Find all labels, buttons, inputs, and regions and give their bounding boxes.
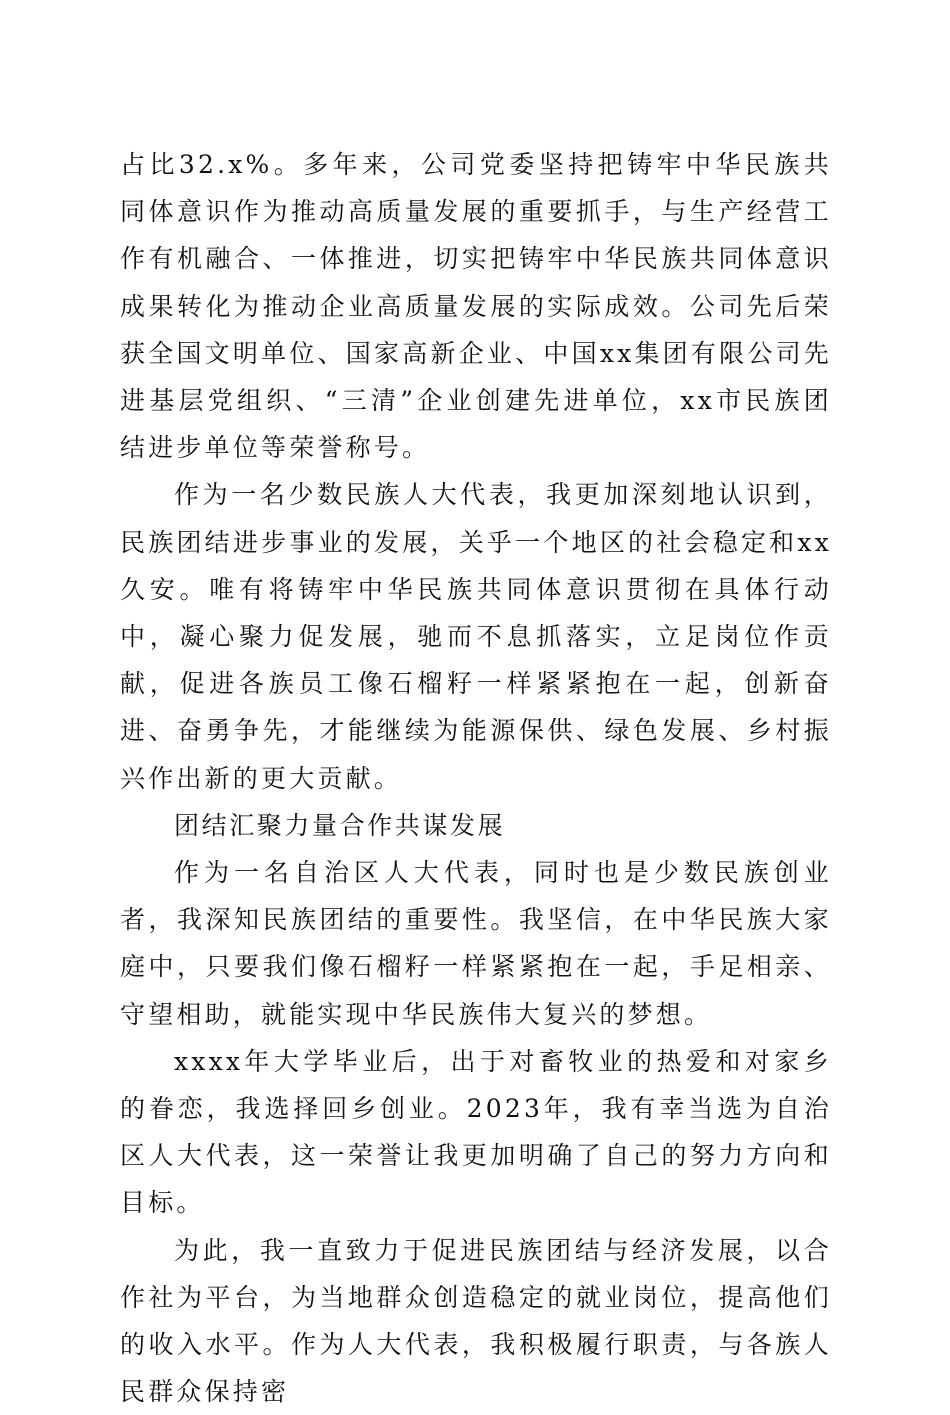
document-body	[120, 141, 832, 1415]
paragraph-cooperative-work: 为此，我一直致力于促进民族团结与经济发展，以合作社为平台，为当地群众创造稳定的就业岗位，提高他们的收入水平。作为人大代表，我积极履行职责，与各族人民群众保持密	[120, 1235, 832, 1407]
paragraph-unity-importance: 作为一名自治区人大代表，同时也是少数民族创业者，我深知民族团结的重要性。我坚信，在中华民族大家庭中，只要我们像石榴籽一样紧紧抱在一起，手足相亲、守望相助，就能实现中华民族伟大复兴的梦想。	[120, 858, 832, 1029]
paragraph-achievements: 占比32.x%。多年来，公司党委坚持把铸牢中华民族共同体意识作为推动高质量发展的重要抓手，与生产经营工作有机融合、一体推进，切实把铸牢中华民族共同体意识成果转化为推动企业高质量发展的实际成效。公司先后荣获全国文明单位、国家高新企业、中国xx集团有限公司先进基层党组织、“三清”企业创建先进单位，xx市民族团结进步单位等荣誉称号。	[120, 150, 832, 463]
paragraph-return-home: xxxx年大学毕业后，出于对畜牧业的热爱和对家乡的眷恋，我选择回乡创业。2023年，我有幸当选为自治区人大代表，这一荣誉让我更加明确了自己的努力方向和目标。	[120, 1046, 832, 1218]
section-heading: 团结汇聚力量合作共谋发展	[174, 810, 506, 840]
paragraph-representative-reflection: 作为一名少数民族人大代表，我更加深刻地认识到，民族团结进步事业的发展，关乎一个地区的社会稳定和xx久安。唯有将铸牢中华民族共同体意识贯彻在具体行动中，凝心聚力促发展，驰而不息抓落实，立足岗位作贡献，促进各族员工像石榴籽一样紧紧抱在一起，创新奋进、奋勇争先，才能继续为能源保供、绿色发展、乡村振兴作出新的更大贡献。	[120, 480, 832, 793]
